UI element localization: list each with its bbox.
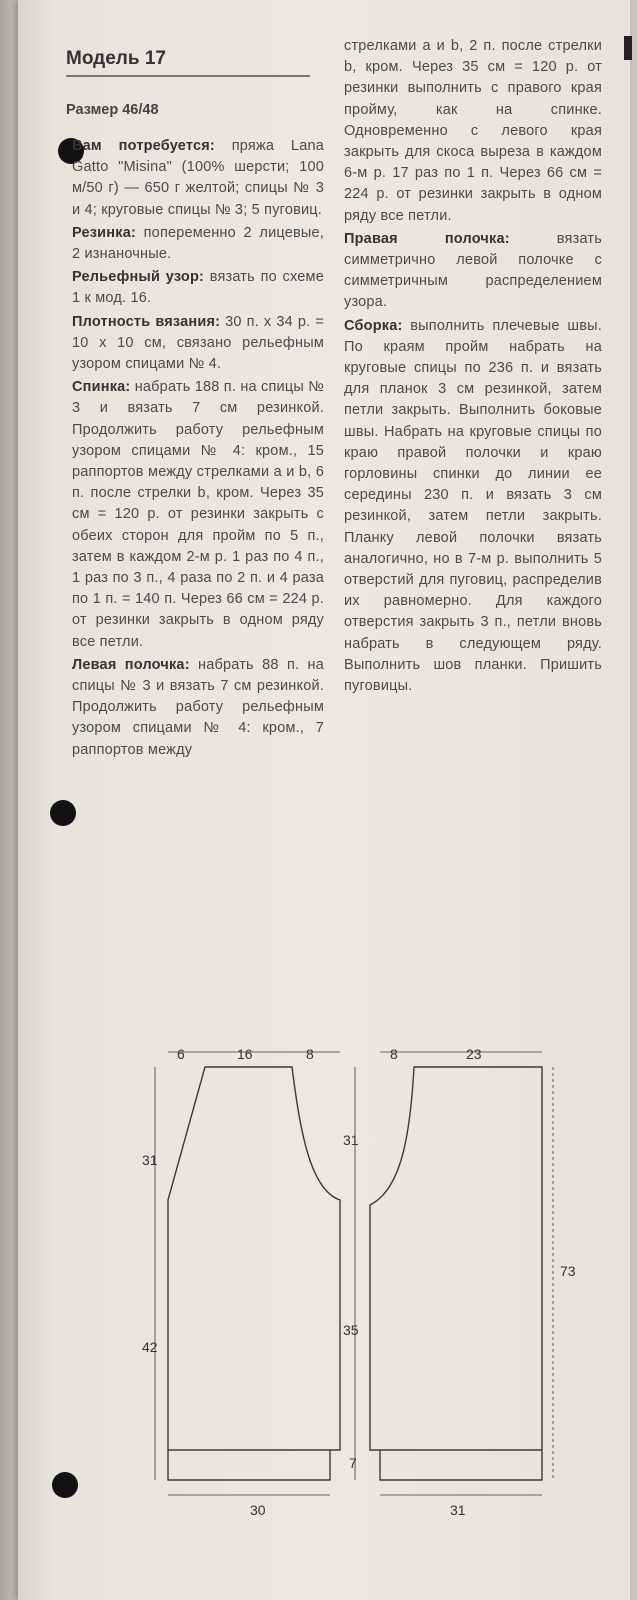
dim-right-height: 73 [560,1263,576,1279]
instruction-paragraph [72,267,324,309]
dim-left-height-lower: 42 [142,1339,158,1355]
section-text: вязать по схеме 1 к мод. 16. [72,269,324,307]
pattern-schematic [0,1030,637,1590]
section-text: вязать симметрично левой полочке с симметричным распределением узора. [344,230,602,311]
dim-left-height-upper: 31 [142,1152,158,1168]
section-label: Спинка: [72,379,131,396]
section-label: Сборка: [344,317,403,334]
dim-right-top-a: 8 [390,1046,398,1062]
right-text-column [344,36,602,699]
section-text: попеременно 2 лицевые, 2 изнаночные. [72,224,324,263]
section-text: пряжа Lana Gatto "Misina" (100% шерсти; 100 м/50 г) — 650 г желтой; спицы № 3 и 4; круговые спицы № 3; 5 пуговиц. [72,138,324,218]
section-label: Плотность вязания: [72,313,221,330]
dim-right-top-b: 23 [466,1046,482,1062]
left-text-column [72,136,324,763]
dim-right-width: 31 [450,1502,466,1518]
front-piece-outline [370,1067,542,1480]
section-text: набрать 88 п. на спицы № 3 и вязать 7 см резинкой. Продолжить работу рельефным узором спицами № 4: кром., 7 раппортов между [72,656,324,758]
instruction-paragraph [344,36,602,227]
dim-left-top-b: 16 [237,1046,253,1062]
section-text: стрелками a и b, 2 п. после стрелки b, кром. Через 35 см = 120 р. от резинки выполнить с правого края пройму, как на спинке. Одновременно с левого края закрыть для скоса выреза в каждом 6-м р. 17 раз по 1 п. Через 66 см = 224 р. от резинки закрыть в одном ряду все петли. [344,38,602,224]
title-divider [66,75,310,77]
model-title: Модель 17 [66,48,166,69]
dim-center-upper: 31 [343,1132,359,1148]
instruction-paragraph [72,655,324,761]
instruction-paragraph [344,229,602,314]
dim-left-top-c: 8 [306,1046,314,1062]
instruction-paragraph [72,223,324,265]
section-text: набрать 188 п. на спицы № 3 и вязать 7 см резинкой. Продолжить работу рельефным узором спицами № 4: кром., 15 раппортов между стрелками a и b, 6 п. после стрелки b, кром. Через 35 см = 120 р. от резинки закрыть с обеих сторон для пройм по 5 п., затем в каждом 2-м р. 1 раз по 4 п., 1 раз по 3 п., 4 раза по 2 п. и 4 раза по 1 п. = 140 п. Через 66 см = 224 р. от резинки закрыть в одном ряду все петли. [72,379,324,650]
back-piece-outline [168,1067,340,1480]
punch-hole [50,800,76,826]
instruction-paragraph [72,377,324,653]
size-label: Размер 46/48 [66,102,159,118]
section-text: выполнить плечевые швы. По краям пройм набрать на круговые спицы по 236 п. и вязать для планок 3 см резинкой, затем петли закрыть. Выполнить боковые швы. Набрать на круговые спицы по краю правой полочки и краю горловины спинки до линии ее середины 230 п. и вязать 3 см резинкой, затем петли закрыть. Планку левой полочки вязать аналогично, но в 7-м р. выполнить 5 отверстий для пуговиц, распределив их равномерно. Для каждого отверстия закрыть 3 п., петли вновь набрать в следующем ряду. Выполнить шов планки. Пришить пуговицы. [344,317,602,695]
dim-center-lower: 35 [343,1322,359,1338]
section-label: Правая полочка: [344,230,510,247]
dim-center-rib: 7 [349,1455,357,1471]
section-label: Левая полочка: [72,656,190,673]
instruction-paragraph [72,312,324,376]
instruction-paragraph [72,136,324,221]
section-label: Вам потребуется: [72,138,215,154]
page-edge-mark [624,36,632,60]
section-label: Рельефный узор: [72,269,205,286]
instruction-paragraph [344,316,602,698]
section-text: 30 п. х 34 р. = 10 х 10 см, связано рельефным узором спицами № 4. [72,313,324,373]
dim-left-top-a: 6 [177,1046,185,1062]
dim-left-width: 30 [250,1502,266,1518]
section-label: Резинка: [72,224,137,241]
